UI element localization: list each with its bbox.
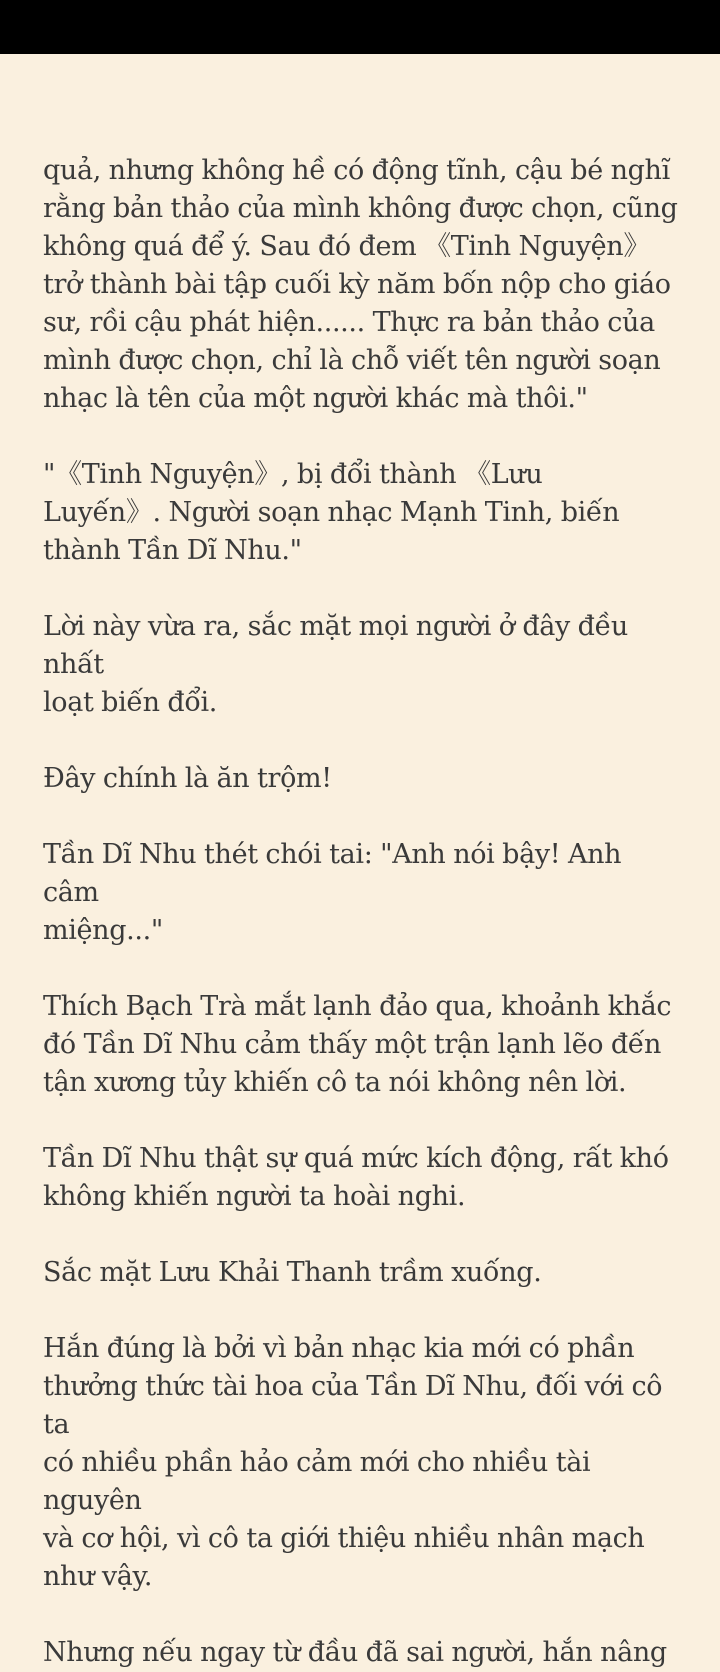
status-bar [0,0,720,54]
paragraph-1: quả, nhưng không hề có động tĩnh, cậu bé nghĩ rằng bản thảo của mình không được chọn, cũng không quá để ý. Sau đó đem 《Tinh Nguyện》 trở thành bài tập cuối kỳ năm bốn nộp cho giáo sư, rồi cậu phát hiện...... Thực ra bản thảo của mình được chọn, chỉ là chỗ viết tên người soạn nhạc là tên của một người khác mà thôi." [43,155,678,414]
paragraph-10-cut-off: Nhưng nếu ngay từ đầu đã sai người, hắn nâng [43,1637,667,1668]
paragraph-6: Thích Bạch Trà mắt lạnh đảo qua, khoảnh khắc đó Tần Dĩ Nhu cảm thấy một trận lạnh lẽo đến tận xương tủy khiến cô ta nói không nên lời. [43,991,672,1098]
paragraph-5: Tần Dĩ Nhu thét chói tai: "Anh nói bậy! Anh câm miệng..." [43,839,622,946]
paragraph-9: Hắn đúng là bởi vì bản nhạc kia mới có phần thưởng thức tài hoa của Tần Dĩ Nhu, đối với cô ta có nhiều phần hảo cảm mới cho nhiều tài nguyên và cơ hội, vì cô ta giới thiệu nhiều nhân mạch như vậy. [43,1333,663,1592]
reader-page[interactable] [0,54,720,1668]
paragraph-7: Tần Dĩ Nhu thật sự quá mức kích động, rất khó không khiến người ta hoài nghi. [43,1143,669,1212]
reader-text-area[interactable] [43,152,683,1668]
paragraph-3: Lời này vừa ra, sắc mặt mọi người ở đây đều nhất loạt biến đổi. [43,611,628,718]
paragraph-4: Đây chính là ăn trộm! [43,763,332,794]
paragraph-8: Sắc mặt Lưu Khải Thanh trầm xuống. [43,1257,542,1288]
paragraph-2: "《Tinh Nguyện》, bị đổi thành 《Lưu Luyến》. Người soạn nhạc Mạnh Tinh, biến thành Tần Dĩ Nhu." [43,459,620,566]
